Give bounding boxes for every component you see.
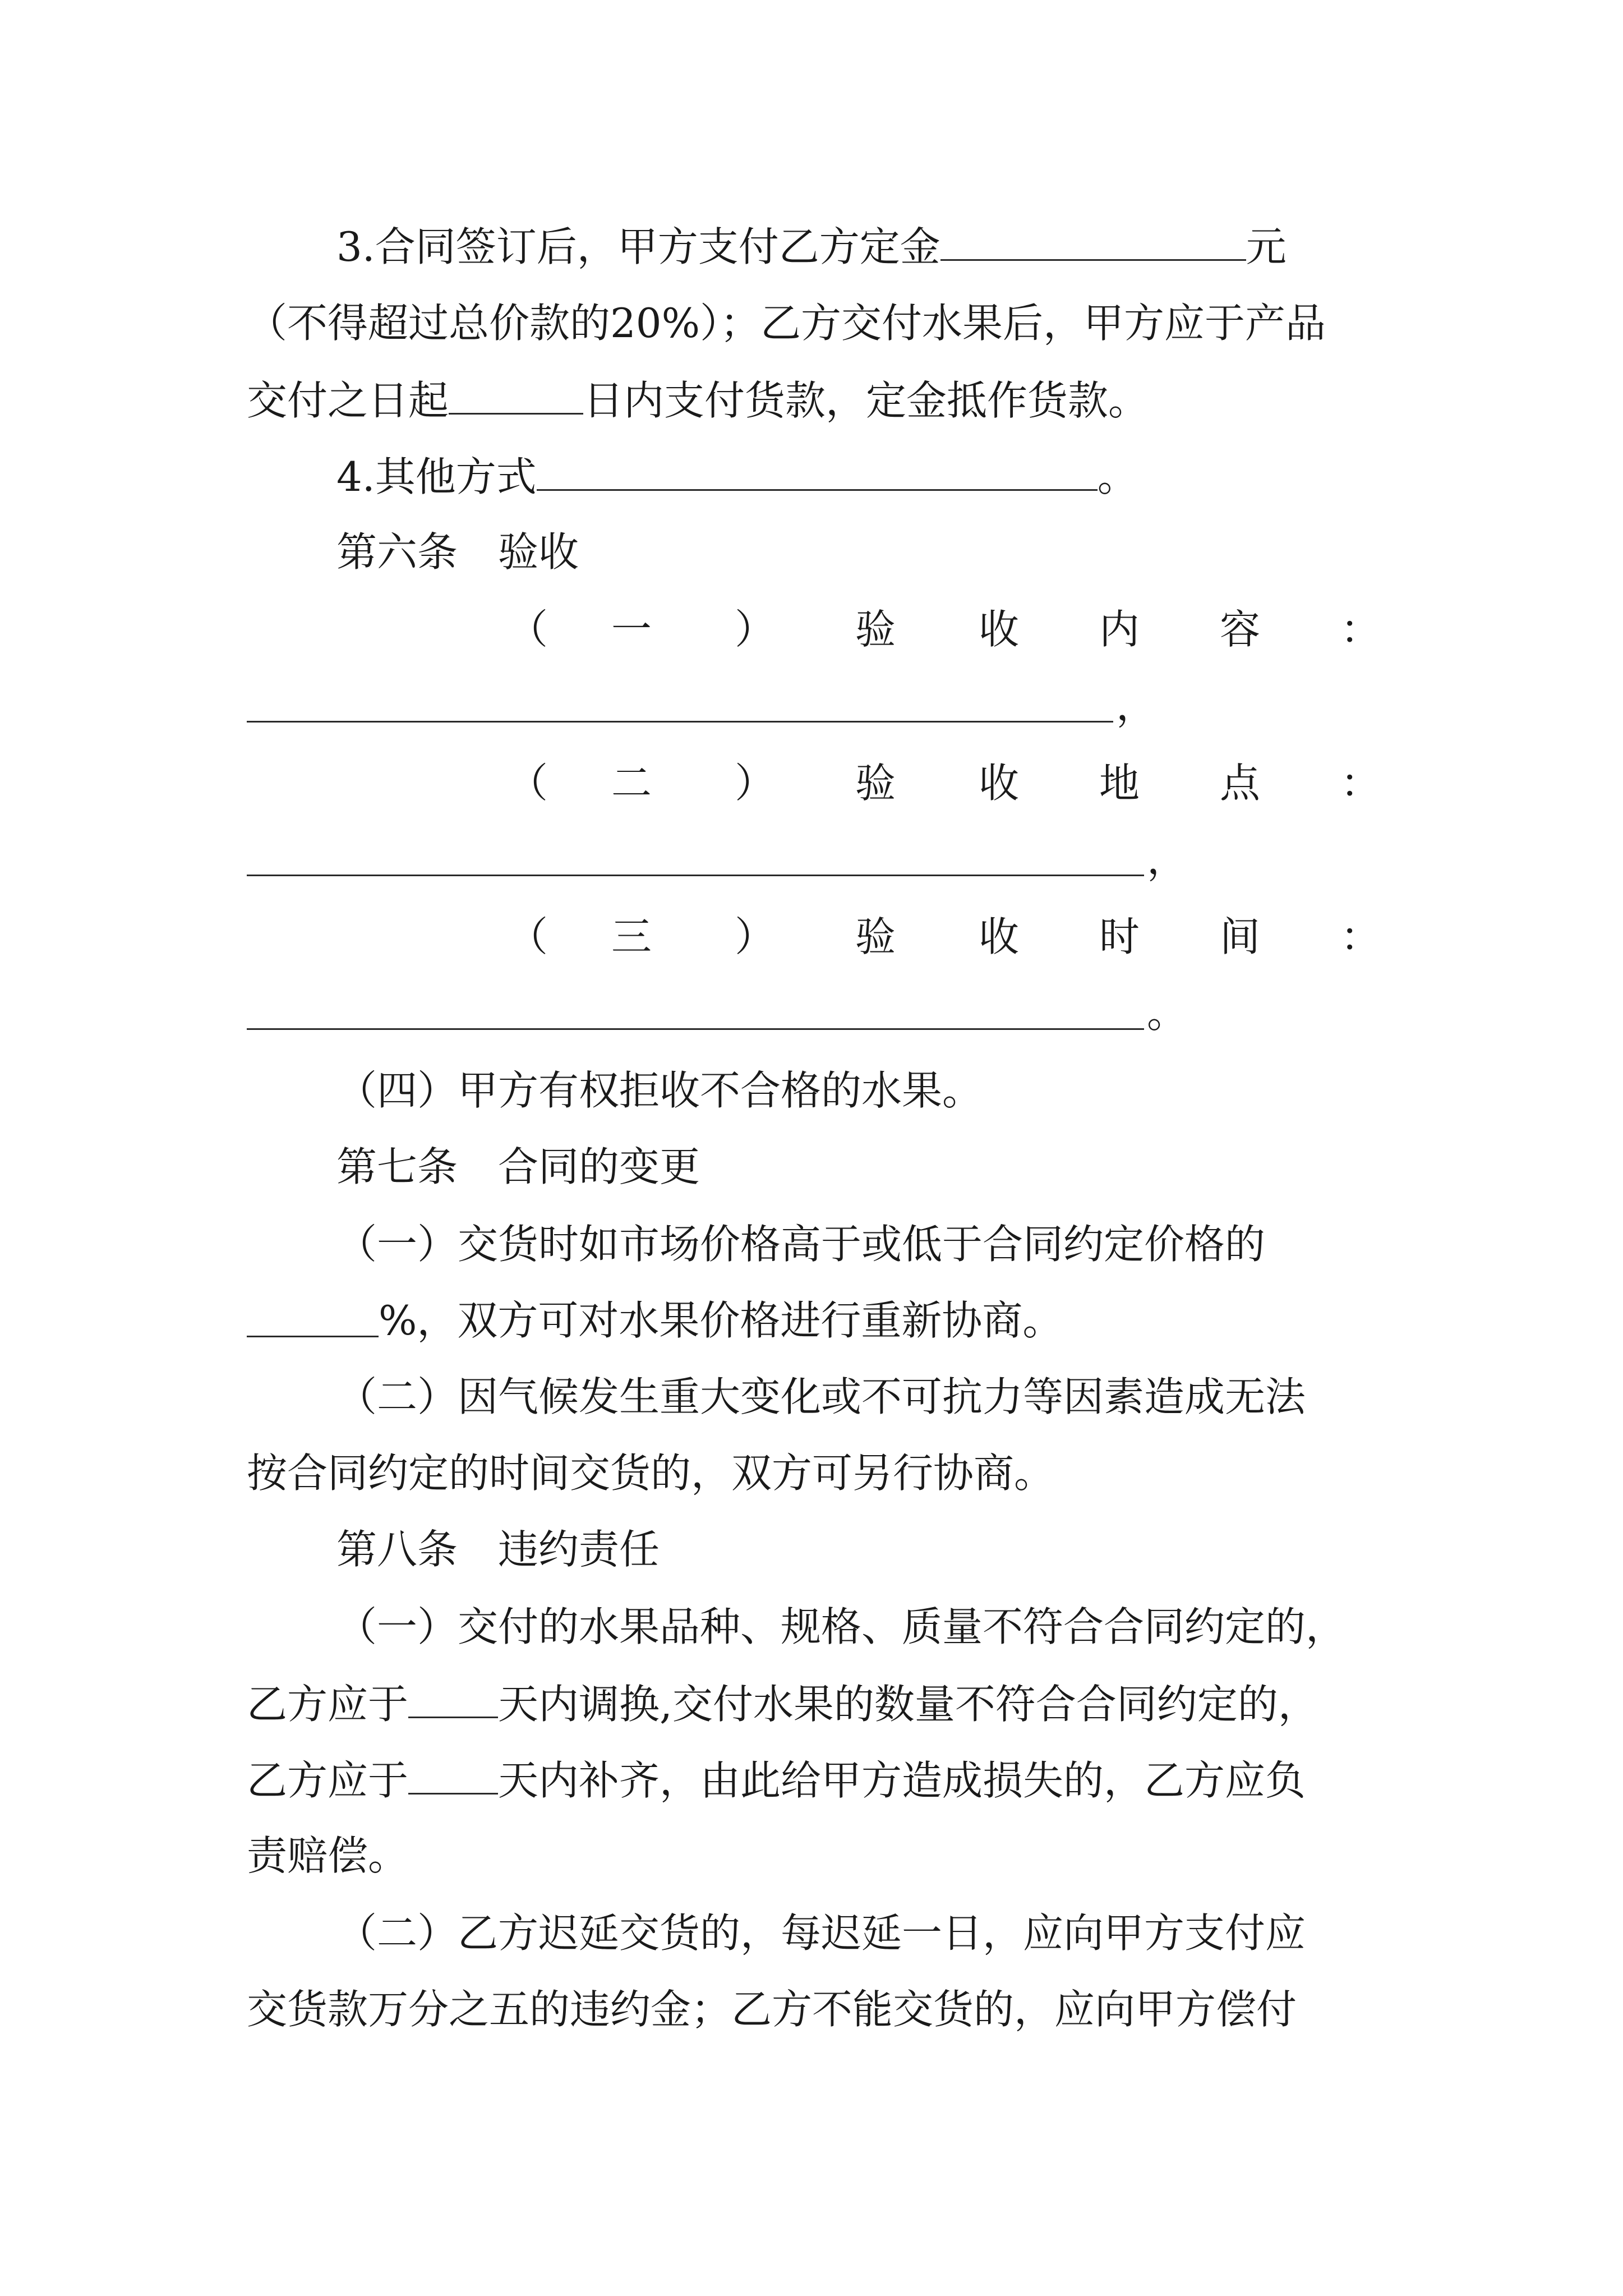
line-text: 元 xyxy=(1246,223,1287,270)
fill-line-inspection-time[interactable] xyxy=(247,987,1200,1039)
line-text: （四）甲方有权拒收不合格的水果。 xyxy=(336,1067,983,1114)
line-text: （一）交货时如市场价格高于或低于合同约定价格的 xyxy=(336,1221,1266,1268)
spread-char: 间 xyxy=(1220,913,1261,960)
spread-char: ） xyxy=(735,760,776,807)
line-text: 按合同约定的时间交货的，双方可另行协商。 xyxy=(247,1450,1055,1497)
line-text: 交货款万分之五的违约金；乙方不能交货的，应向甲方偿付 xyxy=(247,1986,1297,2033)
blank-rule xyxy=(247,1336,379,1337)
line-text: （二）因气候发生重大变化或不可抗力等因素造成无法 xyxy=(336,1373,1306,1420)
line-text: %，双方可对水果价格进行重新协商。 xyxy=(379,1297,1063,1344)
spread-char: （ xyxy=(508,913,548,960)
fill-blank-exchange-days[interactable] xyxy=(408,1677,498,1718)
paragraph-line xyxy=(247,297,1326,349)
fill-line-inspection-content[interactable] xyxy=(247,680,1166,731)
spread-char: 验 xyxy=(855,606,896,653)
spread-char: 收 xyxy=(979,913,1020,960)
spread-char: 时 xyxy=(1099,913,1140,960)
line-text: 。 xyxy=(1097,453,1138,500)
line-text: 3.合同签订后，甲方支付乙方定金 xyxy=(336,223,940,270)
line-text: （不得超过总价款的20%）；乙方交付水果后，甲方应于产品 xyxy=(247,300,1326,347)
blank-rule xyxy=(247,721,1113,723)
spread-char: 地 xyxy=(1099,760,1140,807)
paragraph-line xyxy=(336,1065,983,1116)
line-text: 交付之日起 xyxy=(247,377,449,424)
blank-rule xyxy=(247,1028,1144,1030)
spread-char: ： xyxy=(1340,913,1381,960)
spread-char: ： xyxy=(1340,760,1381,807)
spread-char: 三 xyxy=(611,913,652,960)
heading-text: 第六条 验收 xyxy=(336,528,579,576)
blank-rule xyxy=(247,875,1144,876)
paragraph-line xyxy=(247,1830,408,1881)
spread-char: ） xyxy=(735,913,776,960)
spread-char: 收 xyxy=(979,606,1020,653)
fill-line-price-percent[interactable] xyxy=(247,1295,1424,1346)
article-heading xyxy=(336,526,579,578)
paragraph-line xyxy=(247,374,1149,425)
spread-char: 验 xyxy=(855,760,896,807)
paragraph-line xyxy=(247,1447,1054,1499)
spread-char: 二 xyxy=(611,760,652,807)
fill-blank-other-method[interactable] xyxy=(537,450,1098,491)
fill-blank-payment-days[interactable] xyxy=(449,374,583,415)
article-heading xyxy=(336,1141,700,1193)
paragraph-line xyxy=(336,1601,1346,1653)
paragraph-line xyxy=(247,1984,1297,2035)
line-text: 乙方应于 xyxy=(247,1757,409,1804)
line-text: 天内补齐，由此给甲方造成损失的，乙方应负 xyxy=(498,1757,1306,1804)
spread-char: （ xyxy=(508,760,548,807)
heading-text: 第八条 违约责任 xyxy=(336,1526,660,1573)
line-text: ， xyxy=(1147,836,1188,883)
line-text: 乙方应于 xyxy=(247,1681,409,1728)
paragraph-line xyxy=(336,1371,1306,1423)
line-text: （二）乙方迟延交货的，每迟延一日，应向甲方支付应 xyxy=(336,1910,1306,1957)
spread-line-inspection-content xyxy=(0,604,1623,655)
fill-blank-replenish-days[interactable] xyxy=(408,1754,498,1795)
paragraph-line xyxy=(336,450,1138,501)
line-text: 日内支付货款，定金抵作货款。 xyxy=(583,377,1149,424)
line-text: 责赔偿。 xyxy=(247,1832,409,1879)
paragraph-line xyxy=(247,1754,1306,1805)
spread-line-inspection-time xyxy=(0,911,1623,963)
paragraph-line xyxy=(336,1907,1306,1959)
line-text: 天内调换,交付水果的数量不符合合同约定的， xyxy=(498,1681,1318,1728)
spread-char: （ xyxy=(508,606,548,653)
spread-char: 内 xyxy=(1099,606,1140,653)
line-text: 。 xyxy=(1147,990,1188,1037)
spread-char: 验 xyxy=(855,913,896,960)
paragraph-line xyxy=(336,1218,1265,1270)
spread-char: 收 xyxy=(979,760,1020,807)
spread-line-inspection-location xyxy=(0,757,1623,809)
article-heading xyxy=(336,1524,660,1575)
spread-char: ： xyxy=(1340,606,1381,653)
spread-char: 点 xyxy=(1220,760,1261,807)
spread-char: 容 xyxy=(1220,606,1261,653)
paragraph-line xyxy=(247,1677,1318,1729)
line-text: ， xyxy=(1116,682,1157,729)
spread-char: 一 xyxy=(611,606,652,653)
fill-blank-deposit-amount[interactable] xyxy=(940,220,1246,261)
fill-line-inspection-location[interactable] xyxy=(247,834,1200,885)
heading-text: 第七条 合同的变更 xyxy=(336,1143,700,1190)
spread-char: ） xyxy=(735,606,776,653)
line-text: 4.其他方式 xyxy=(336,453,537,500)
paragraph-line xyxy=(336,220,1287,272)
line-text: （一）交付的水果品种、规格、质量不符合合同约定的， xyxy=(336,1603,1347,1650)
